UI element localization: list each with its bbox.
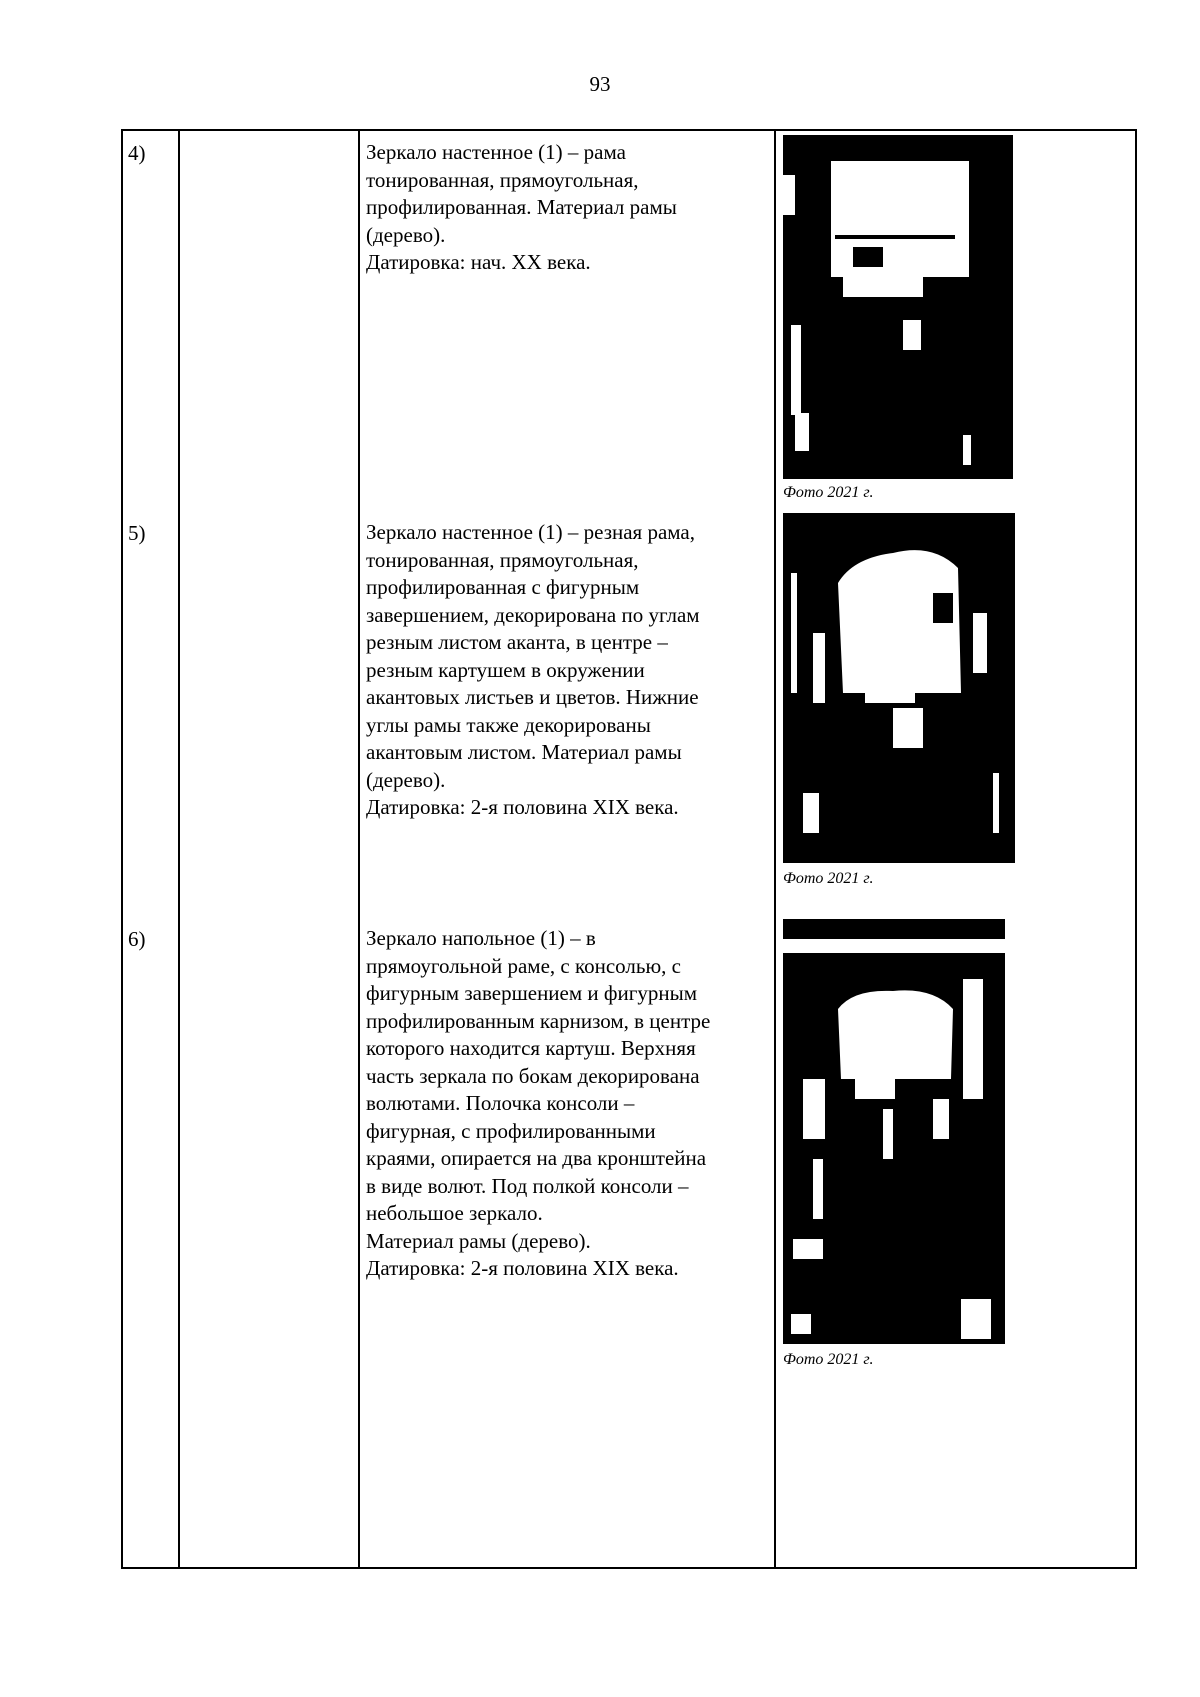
mirror-photo xyxy=(783,919,1005,1344)
row-description xyxy=(366,519,774,822)
photo-caption: Фото 2021 г. xyxy=(783,870,874,887)
row-description xyxy=(366,925,774,1283)
description-line: Датировка: нач. XX века. xyxy=(366,250,591,274)
page-number: 93 xyxy=(589,72,611,96)
description-line: резным картушем в окружении xyxy=(366,657,645,682)
inventory-table xyxy=(121,129,1137,1569)
description-line: Датировка: 2-я половина XIX века. xyxy=(366,795,679,819)
description-line: краями, опирается на два кронштейна xyxy=(366,1146,707,1170)
column-divider xyxy=(178,131,180,1567)
description-line: профилированным карнизом, в центре xyxy=(366,1008,711,1033)
description-line: акантовым листом. Материал рамы xyxy=(366,740,682,764)
row-number: 6) xyxy=(128,927,146,951)
description-line: прямоугольной раме, с консолью, с xyxy=(366,953,681,978)
description-line: небольшое зеркало. xyxy=(366,1201,543,1225)
mirror-photo xyxy=(783,135,1013,479)
description-line: (дерево). xyxy=(366,767,446,792)
mirror-photo xyxy=(783,513,1015,863)
description-line: профилированная с фигурным xyxy=(366,575,640,599)
description-line: тонированная, прямоугольная, xyxy=(366,167,639,192)
description-line: завершением, декорирована по углам xyxy=(366,602,700,627)
description-line: резным листом аканта, в центре – xyxy=(366,630,668,654)
description-line: Зеркало настенное (1) – резная рама, xyxy=(366,520,696,544)
description-line: (дерево). xyxy=(366,222,446,247)
column-divider xyxy=(774,131,776,1567)
description-line: которого находится картуш. Верхняя xyxy=(366,1036,696,1060)
photo-caption: Фото 2021 г. xyxy=(783,1351,874,1368)
description-line: часть зеркала по бокам декорирована xyxy=(366,1063,700,1088)
description-line: Зеркало напольное (1) – в xyxy=(366,926,596,950)
description-line: в виде волют. Под полкой консоли – xyxy=(366,1173,689,1198)
row-description xyxy=(366,139,774,277)
description-line: волютами. Полочка консоли – xyxy=(366,1091,635,1115)
row-number: 5) xyxy=(128,521,146,545)
column-divider xyxy=(358,131,360,1567)
description-line: Зеркало настенное (1) – рама xyxy=(366,140,626,164)
description-line: фигурная, с профилированными xyxy=(366,1118,656,1143)
photo-caption: Фото 2021 г. xyxy=(783,484,874,501)
row-number: 4) xyxy=(128,141,146,165)
description-line: углы рамы также декорированы xyxy=(366,712,651,737)
description-line: Датировка: 2-я половина XIX века. xyxy=(366,1256,679,1280)
description-line: Материал рамы (дерево). xyxy=(366,1228,591,1253)
description-line: тонированная, прямоугольная, xyxy=(366,547,639,572)
description-line: фигурным завершением и фигурным xyxy=(366,981,697,1005)
description-line: профилированная. Материал рамы xyxy=(366,195,677,219)
description-line: акантовых листьев и цветов. Нижние xyxy=(366,685,699,709)
